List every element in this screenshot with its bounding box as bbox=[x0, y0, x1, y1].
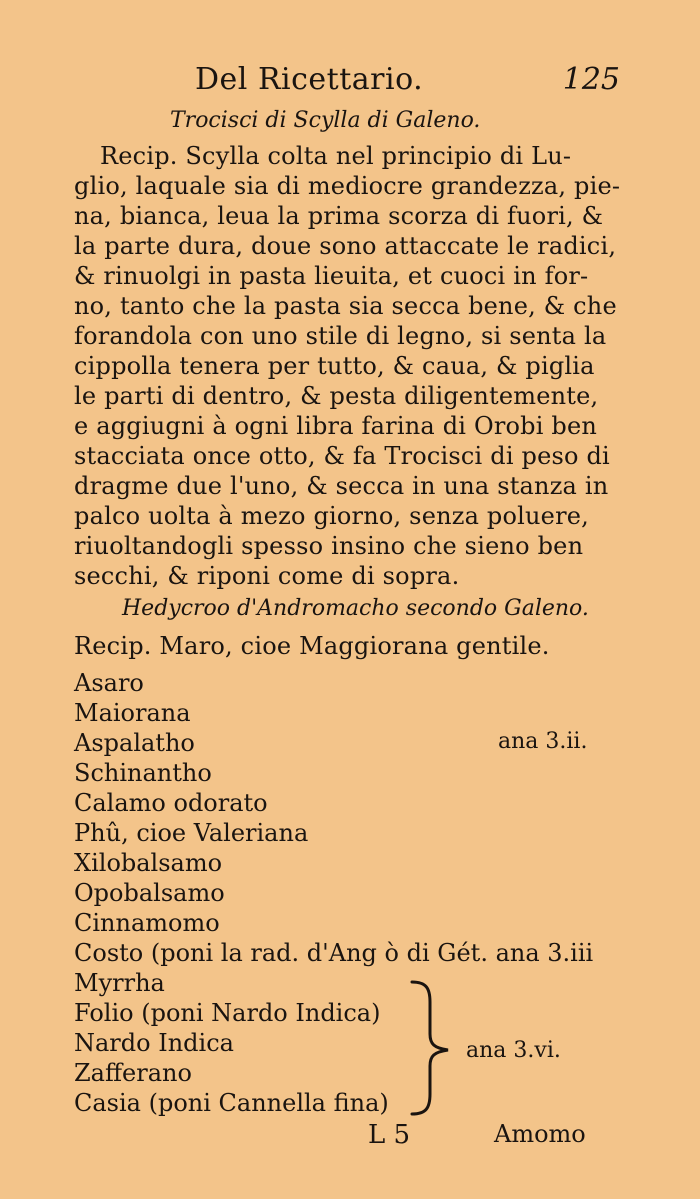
catchword: Amomo bbox=[494, 1120, 586, 1148]
text-line: e aggiugni à ogni libra farina di Orobi ben bbox=[74, 412, 598, 440]
ingredient-item: Aspalatho bbox=[74, 729, 195, 757]
page-footer bbox=[0, 1120, 700, 1160]
text-line: na, bianca, leua la prima scorza di fuori, & bbox=[74, 202, 604, 230]
ingredient-item: Calamo odorato bbox=[74, 789, 268, 817]
page-number: 125 bbox=[562, 62, 620, 97]
text-line: cippolla tenera per tutto, & caua, & piglia bbox=[74, 352, 595, 380]
text-line: palco uolta à mezo giorno, senza poluere, bbox=[74, 502, 589, 530]
text-line: secchi, & riponi come di sopra. bbox=[74, 562, 460, 590]
text-line: forandola con uno stile di legno, si senta la bbox=[74, 322, 607, 350]
text-line: riuoltandogli spesso insino che sieno ben bbox=[74, 532, 584, 560]
signature-mark: L 5 bbox=[368, 1120, 411, 1150]
text-line: no, tanto che la pasta sia secca bene, & che bbox=[74, 292, 617, 320]
ingredient-item: Schinantho bbox=[74, 759, 212, 787]
recipe-intro: Recip. Maro, cioe Maggiorana gentile. bbox=[74, 632, 550, 660]
text-line: Recip. Scylla colta nel principio di Lu- bbox=[100, 142, 572, 170]
ingredient-item: Xilobalsamo bbox=[74, 849, 223, 877]
ingredient-item: Casia (poni Cannella fina) bbox=[74, 1089, 389, 1117]
running-title: Del Ricettario. bbox=[195, 62, 424, 97]
dose-label-group-1: ana 3.ii. bbox=[498, 729, 588, 754]
text-line: glio, laquale sia di mediocre grandezza, pie- bbox=[74, 172, 621, 200]
ingredient-item: Nardo Indica bbox=[74, 1029, 234, 1057]
curly-brace-icon bbox=[408, 978, 468, 1118]
page-header bbox=[150, 62, 620, 108]
ingredient-item: Costo (poni la rad. d'Ang ò di Gét. ana 3.iii bbox=[74, 939, 594, 967]
ingredient-item: Opobalsamo bbox=[74, 879, 225, 907]
ingredient-item: Asaro bbox=[74, 669, 144, 697]
ingredient-item: Maiorana bbox=[74, 699, 191, 727]
text-line: & rinuolgi in pasta lieuita, et cuoci in for- bbox=[74, 262, 589, 290]
dose-label-group-2: ana 3.vi. bbox=[466, 1038, 561, 1063]
ingredient-item: Folio (poni Nardo Indica) bbox=[74, 999, 381, 1027]
section-title-trocisci: Trocisci di Scylla di Galeno. bbox=[170, 108, 481, 133]
text-line: stacciata once otto, & fa Trocisci di peso di bbox=[74, 442, 610, 470]
ingredient-item: Myrrha bbox=[74, 969, 165, 997]
text-line: le parti di dentro, & pesta diligentemente, bbox=[74, 382, 599, 410]
section-title-hedycroo: Hedycroo d'Andromacho secondo Galeno. bbox=[122, 596, 589, 621]
ingredient-item: Zafferano bbox=[74, 1059, 192, 1087]
text-line: la parte dura, doue sono attaccate le radici, bbox=[74, 232, 617, 260]
ingredient-item: Phû, cioe Valeriana bbox=[74, 819, 309, 847]
ingredient-item: Cinnamomo bbox=[74, 909, 220, 937]
text-line: dragme due l'uno, & secca in una stanza in bbox=[74, 472, 609, 500]
